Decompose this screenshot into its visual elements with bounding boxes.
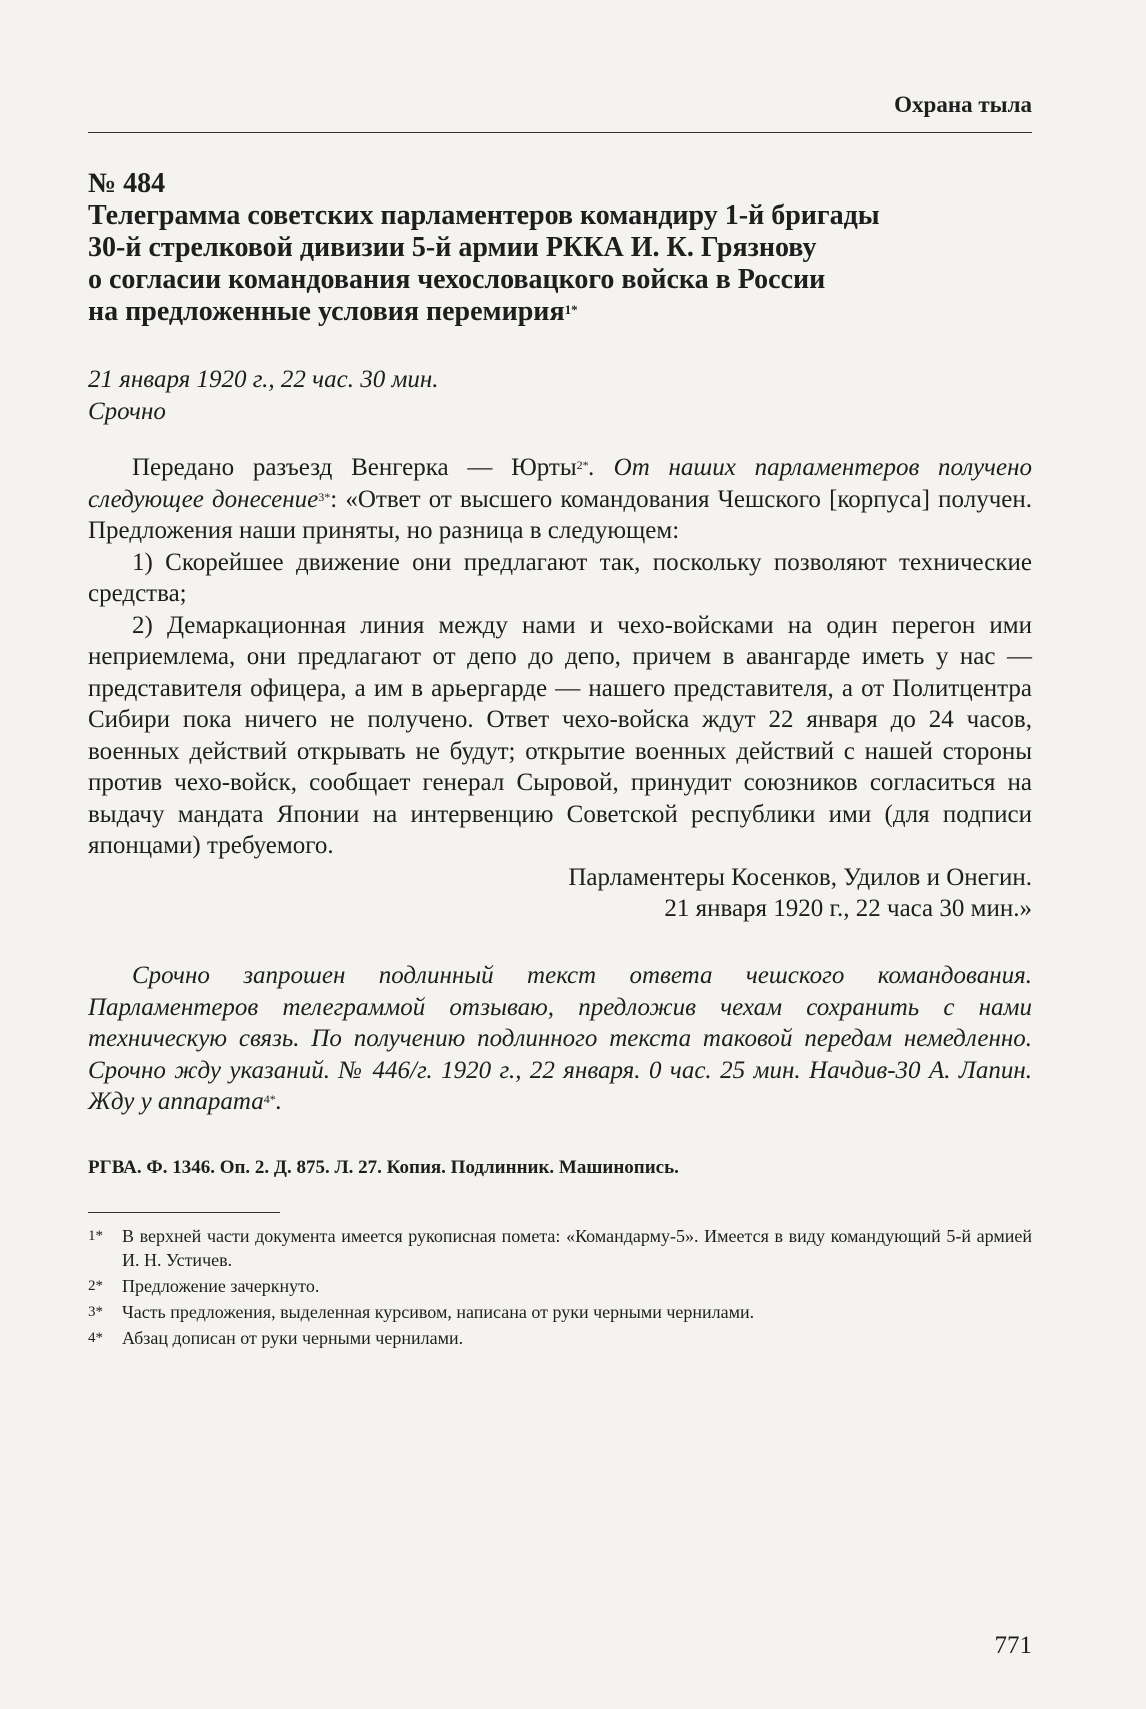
telegram-body [88,452,1032,925]
page-number: 771 [994,1632,1032,1659]
footnote-ref: 2* [576,458,589,472]
title-line: 30-й стрелковой дивизии 5-й армии РККА И. К. Грязнову [88,232,817,263]
footnote-mark: 4* [88,1330,103,1346]
paragraph: 2) Демаркационная линия между нами и чехо-войсками на один перегон ими неприемлема, они предлагают от депо до депо, причем в авангарде иметь у нас — представителя офицера, а им в арьергарде — нашего представителя, а от Политцентра Сибири пока ничего не получено. Ответ чехо-войска ждут 22 января до 24 часов, военных действий открывать не будут; открытие военных действий с нашей стороны против чехо-войск, сообщает генерал Сыровой, принудит союзников согласиться на выдачу мандата Японии на интервенцию Советской республики ими (для подписи японцами) требуемого. [88,611,1032,859]
paragraph [88,960,1032,1118]
footnote-text: Абзац дописан от руки черными чернилами. [122,1328,464,1348]
document-date: 21 января 1920 г., 22 час. 30 мин. [88,366,439,393]
signature-names: Парламентеры Косенков, Удилов и Онегин. [568,863,1032,891]
document-title [88,200,988,328]
text-run: . [275,1088,283,1115]
footnote-text: В верхней части документа имеется рукописная помета: «Командарму-5». Имеется в виду командующий 5-й армией И. Н. Устичев. [122,1226,1032,1270]
footnote [88,1300,1032,1324]
footnote [88,1326,1032,1350]
italic-text-run: . От наших парламентеров получено следующее донесение [88,454,1032,513]
document-dateline [88,364,439,428]
footnote-ref: 3* [318,489,331,504]
header-rule [88,132,1032,133]
paragraph: 1) Скорейшее движение они предлагают так, поскольку позволяют технические средства; [88,548,1032,607]
footnote-ref: 1* [564,302,578,317]
title-line [88,296,988,328]
title-line: о согласии командования чехословацкого войска в России [88,264,826,295]
italic-text-run: Срочно запрошен подлинный текст ответа чешского командования. Парламентеров телеграммой отзываю, предложив чехам сохранить с нами техническую связь. По получению подлинного текста таковой передам немедленно. Срочно жду указаний. № 446/г. 1920 г., 22 января. 0 час. 25 мин. Начдив-30 А. Лапин. Жду у аппарата [88,962,1032,1115]
commander-note [88,960,1032,1118]
text-run: : «Ответ от высшего командования Чешского [корпуса] получен. Предложения наши приняты, но разница в следующем: [88,485,1032,544]
footnote-mark: 1* [88,1228,103,1244]
footnotes [88,1224,1032,1352]
footnote-mark: 3* [88,1304,103,1320]
text-run: Передано разъезд Венгерка — Юрты [132,454,577,481]
running-head: Охрана тыла [894,92,1032,117]
paragraph [88,452,1032,547]
title-line: Телеграмма советских парламентеров командиру 1-й бригады [88,200,880,231]
title-line-text: на предложенные условия перемирия [88,296,565,327]
footnote-text: Часть предложения, выделенная курсивом, написана от руки черными чернилами. [122,1302,755,1322]
urgency-mark: Срочно [88,398,166,425]
archive-reference: РГВА. Ф. 1346. Оп. 2. Д. 875. Л. 27. Копия. Подлинник. Машинопись. [88,1157,679,1178]
footnote-ref: 4* [263,1092,276,1106]
footnote-text: Предложение зачеркнуто. [122,1276,320,1296]
footnote [88,1224,1032,1272]
footnote-mark: 2* [88,1278,103,1294]
footnote [88,1274,1032,1298]
document-number: № 484 [88,168,166,199]
signature-date: 21 января 1920 г., 22 часа 30 мин.» [664,895,1032,922]
footnote-rule [88,1212,280,1213]
